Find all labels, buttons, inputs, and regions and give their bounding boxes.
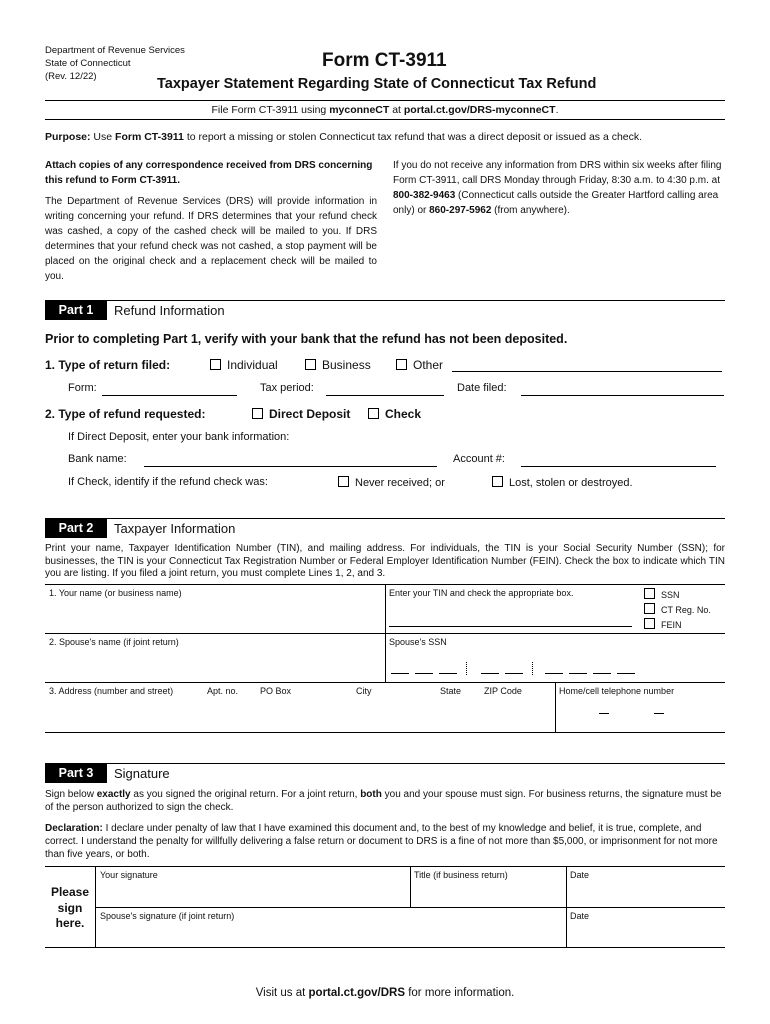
- table-divider-tin: [385, 584, 386, 682]
- city-label: City: [356, 686, 372, 696]
- check-instruction: If Check, identify if the refund check was:: [68, 476, 268, 488]
- please-sign-line3: here.: [55, 916, 85, 930]
- check-checkbox[interactable]: [368, 408, 379, 419]
- spouse-name-field[interactable]: [46, 650, 382, 680]
- direct-deposit-checkbox[interactable]: [252, 408, 263, 419]
- file-text: File Form CT-3911 using: [211, 104, 330, 116]
- sig-mid-rule: [95, 907, 725, 908]
- address-field[interactable]: [46, 698, 552, 730]
- phone-label: Home/cell telephone number: [559, 686, 675, 696]
- opt-never-received[interactable]: [338, 476, 445, 489]
- attach-note: Attach copies of any correspondence received from DRS concerning this refund to Form CT-3911.: [45, 160, 373, 186]
- sig-top-rule: [45, 866, 725, 867]
- please-sign-line2: sign: [57, 900, 83, 915]
- bank-name-label: Bank name:: [68, 453, 127, 465]
- other-field[interactable]: [452, 360, 722, 372]
- dd-instruction: If Direct Deposit, enter your bank information:: [68, 431, 290, 443]
- your-name-label: 1. Your name (or business name): [49, 588, 182, 598]
- bank-name-field[interactable]: [144, 455, 437, 467]
- account-label: Account #:: [453, 453, 505, 465]
- phone-field[interactable]: [559, 698, 724, 730]
- declaration-text: I declare under penalty of law that I have examined this document and, to the best of my knowledge and belief, it is true, complete, and correct. I understand the penalty for willfully delivering a false return or document to DRS is a fine of not more than $5,000, or imprisonment for not more than five years, or both.: [45, 823, 718, 860]
- lost-stolen-checkbox[interactable]: [492, 476, 503, 487]
- no-info-text: If you do not receive any information from DRS within six weeks after filing Form CT-3911, call DRS Monday through Friday, 8:30 a.m. to 4:30 p.m. at: [393, 160, 722, 186]
- myconnect-link[interactable]: portal.ct.gov/DRS-myconneCT: [403, 104, 556, 116]
- sig-divider-date: [566, 866, 567, 947]
- footer-text-end: for more information.: [405, 987, 515, 999]
- part2-label: Part 2: [45, 519, 107, 538]
- sign-both: both: [360, 789, 382, 800]
- drs-info: The Department of Revenue Services (DRS) will provide information in writing concerning your refund. If DRS determines that your refund check was cashed, a copy of the cashed check will be mailed to you. If DRS determines that your refund check was not cashed, a stop payment will be placed on the original check and a replacement check will be mailed to you.: [45, 196, 377, 282]
- table-divider-phone: [555, 682, 556, 732]
- spouse-name-label: 2. Spouse's name (if joint return): [49, 637, 179, 647]
- part1-label: Part 1: [45, 301, 107, 320]
- tax-period-field[interactable]: [326, 384, 444, 396]
- lost-stolen-label: Lost, stolen or destroyed.: [509, 477, 633, 489]
- address-label: 3. Address (number and street): [49, 686, 174, 696]
- no-info-note: [393, 158, 725, 218]
- business-label: Business: [322, 358, 371, 372]
- tax-period-label: Tax period:: [260, 382, 314, 394]
- spouse-signature-label: Spouse's signature (if joint return): [100, 911, 235, 921]
- sig-divider-left: [95, 866, 96, 947]
- other-label: Other: [413, 358, 444, 372]
- please-sign-line1: Please: [50, 885, 90, 899]
- direct-deposit-label: Direct Deposit: [269, 407, 351, 421]
- spouse-ssn-label: Spouse's SSN: [389, 637, 447, 647]
- ssn-label: SSN: [661, 590, 680, 600]
- sign-text: Sign below: [45, 789, 97, 800]
- ssn-digit: [569, 673, 587, 674]
- q1-business[interactable]: [305, 358, 371, 372]
- footer-link[interactable]: portal.ct.gov/DRS: [308, 987, 406, 999]
- date-filed-label: Date filed:: [457, 382, 507, 394]
- tin-ssn-option[interactable]: [644, 588, 680, 600]
- form-title: Form CT-3911: [322, 50, 447, 71]
- form-subtitle: Taxpayer Statement Regarding State of Connecticut Tax Refund: [157, 76, 597, 92]
- ct-reg-checkbox[interactable]: [644, 603, 655, 614]
- check-label: Check: [385, 407, 422, 421]
- tin-field[interactable]: [389, 615, 632, 627]
- footer-text: Visit us at: [255, 987, 309, 999]
- date-field[interactable]: [568, 882, 723, 905]
- pobox-label: PO Box: [260, 686, 292, 696]
- file-text-end: .: [555, 104, 559, 116]
- opt-lost-stolen[interactable]: [492, 476, 633, 489]
- part3-label: Part 3: [45, 764, 107, 783]
- footer: [0, 987, 770, 999]
- tin-ct-option[interactable]: [644, 603, 711, 615]
- your-name-field[interactable]: [46, 600, 382, 630]
- part2-intro: Print your name, Taxpayer Identification Number (TIN), and mailing address. For individuals, the TIN is your Social Security Number (SSN); for businesses, the TIN is your Connecticut Tax Registration Number or Federal Employer Identification Number (FEIN). Check the box to indicate which TIN you are listing. If you filed a joint return, you must complete Lines 1, 2, and 3.: [45, 543, 725, 579]
- sign-instruction: [45, 788, 725, 814]
- file-text-mid: at: [389, 104, 404, 116]
- sig-bottom-rule: [45, 947, 725, 948]
- phone-dash: [599, 713, 609, 714]
- phone-2: 860-297-5962: [429, 205, 492, 216]
- title-label: Title (if business return): [414, 870, 508, 880]
- purpose: [45, 131, 642, 143]
- part3-header: [45, 763, 725, 783]
- never-received-checkbox[interactable]: [338, 476, 349, 487]
- individual-label: Individual: [227, 358, 278, 372]
- myconnect-name: myconneCT: [329, 104, 390, 116]
- purpose-text: to report a missing or stolen Connecticut tax refund that was a direct deposit or issued as a check.: [183, 131, 643, 143]
- q1-label: 1. Type of return filed:: [45, 358, 171, 372]
- spouse-signature-field[interactable]: [97, 923, 562, 945]
- spouse-ssn-field[interactable]: [389, 662, 639, 678]
- spouse-date-field[interactable]: [568, 923, 723, 945]
- individual-checkbox[interactable]: [210, 359, 221, 370]
- revision-date: (Rev. 12/22): [45, 71, 97, 82]
- q2-direct[interactable]: [252, 407, 350, 421]
- declaration: [45, 822, 725, 861]
- please-sign-here: [45, 885, 95, 932]
- ssn-separator: [466, 662, 467, 675]
- other-checkbox[interactable]: [396, 359, 407, 370]
- part3-title: Signature: [114, 766, 170, 781]
- fein-checkbox[interactable]: [644, 618, 655, 629]
- purpose-label: Purpose:: [45, 131, 91, 143]
- form-field[interactable]: [102, 384, 237, 396]
- sign-text-mid: as you signed the original return. For a joint return,: [130, 789, 361, 800]
- phone-dash: [654, 713, 664, 714]
- title-field[interactable]: [412, 882, 562, 905]
- ssn-digit: [481, 673, 499, 674]
- no-info-mid: (Connecticut calls outside the Greater Hartford calling area only) or: [393, 190, 719, 216]
- ssn-digit: [439, 673, 457, 674]
- phone-1: 800-382-9463: [393, 190, 456, 201]
- zip-label: ZIP Code: [484, 686, 522, 696]
- q2-check[interactable]: [368, 407, 421, 421]
- spouse-date-label: Date: [570, 911, 590, 921]
- part1-instruction: Prior to completing Part 1, verify with your bank that the refund has not been deposited.: [45, 332, 568, 346]
- table-rule-3: [45, 682, 725, 683]
- agency-state: State of Connecticut: [45, 58, 131, 69]
- part1-title: Refund Information: [114, 303, 225, 318]
- ct-reg-label: CT Reg. No.: [661, 605, 711, 615]
- purpose-pre: Use: [90, 131, 116, 143]
- ssn-digit: [593, 673, 611, 674]
- form-label: Form:: [68, 382, 97, 394]
- fein-label: FEIN: [661, 620, 682, 630]
- ssn-digit: [415, 673, 433, 674]
- sign-exactly: exactly: [96, 789, 131, 800]
- q2-label: 2. Type of refund requested:: [45, 407, 206, 421]
- purpose-form: Form CT-3911: [115, 131, 184, 143]
- account-field[interactable]: [521, 455, 716, 467]
- declaration-label: Declaration:: [45, 823, 103, 834]
- ssn-checkbox[interactable]: [644, 588, 655, 599]
- no-info-end: (from anywhere).: [491, 205, 570, 216]
- state-label: State: [440, 686, 462, 696]
- never-received-label: Never received; or: [355, 477, 445, 489]
- part2-title: Taxpayer Information: [114, 521, 236, 536]
- date-filed-field[interactable]: [521, 384, 724, 396]
- file-instruction: [45, 100, 725, 120]
- tin-label: Enter your TIN and check the appropriate box.: [389, 588, 574, 598]
- agency-name: Department of Revenue Services: [45, 45, 185, 56]
- your-signature-label: Your signature: [100, 870, 158, 880]
- sign-text-end: you and your spouse must sign. For business returns, the signature must be of the person authorized to sign the check.: [45, 789, 722, 813]
- tin-fein-option[interactable]: [644, 618, 682, 630]
- your-signature-field[interactable]: [97, 882, 407, 905]
- date-label: Date: [570, 870, 590, 880]
- ssn-digit: [391, 673, 409, 674]
- ssn-digit: [505, 673, 523, 674]
- part2-header: [45, 518, 725, 538]
- sig-divider-title: [410, 866, 411, 907]
- q1-individual[interactable]: [210, 358, 278, 372]
- part1-header: [45, 300, 725, 320]
- ssn-digit: [545, 673, 563, 674]
- business-checkbox[interactable]: [305, 359, 316, 370]
- apt-label: Apt. no.: [207, 686, 239, 696]
- q1-other[interactable]: [396, 358, 443, 372]
- table-bottom-rule: [45, 732, 725, 733]
- ssn-separator: [532, 662, 533, 675]
- ssn-digit: [617, 673, 635, 674]
